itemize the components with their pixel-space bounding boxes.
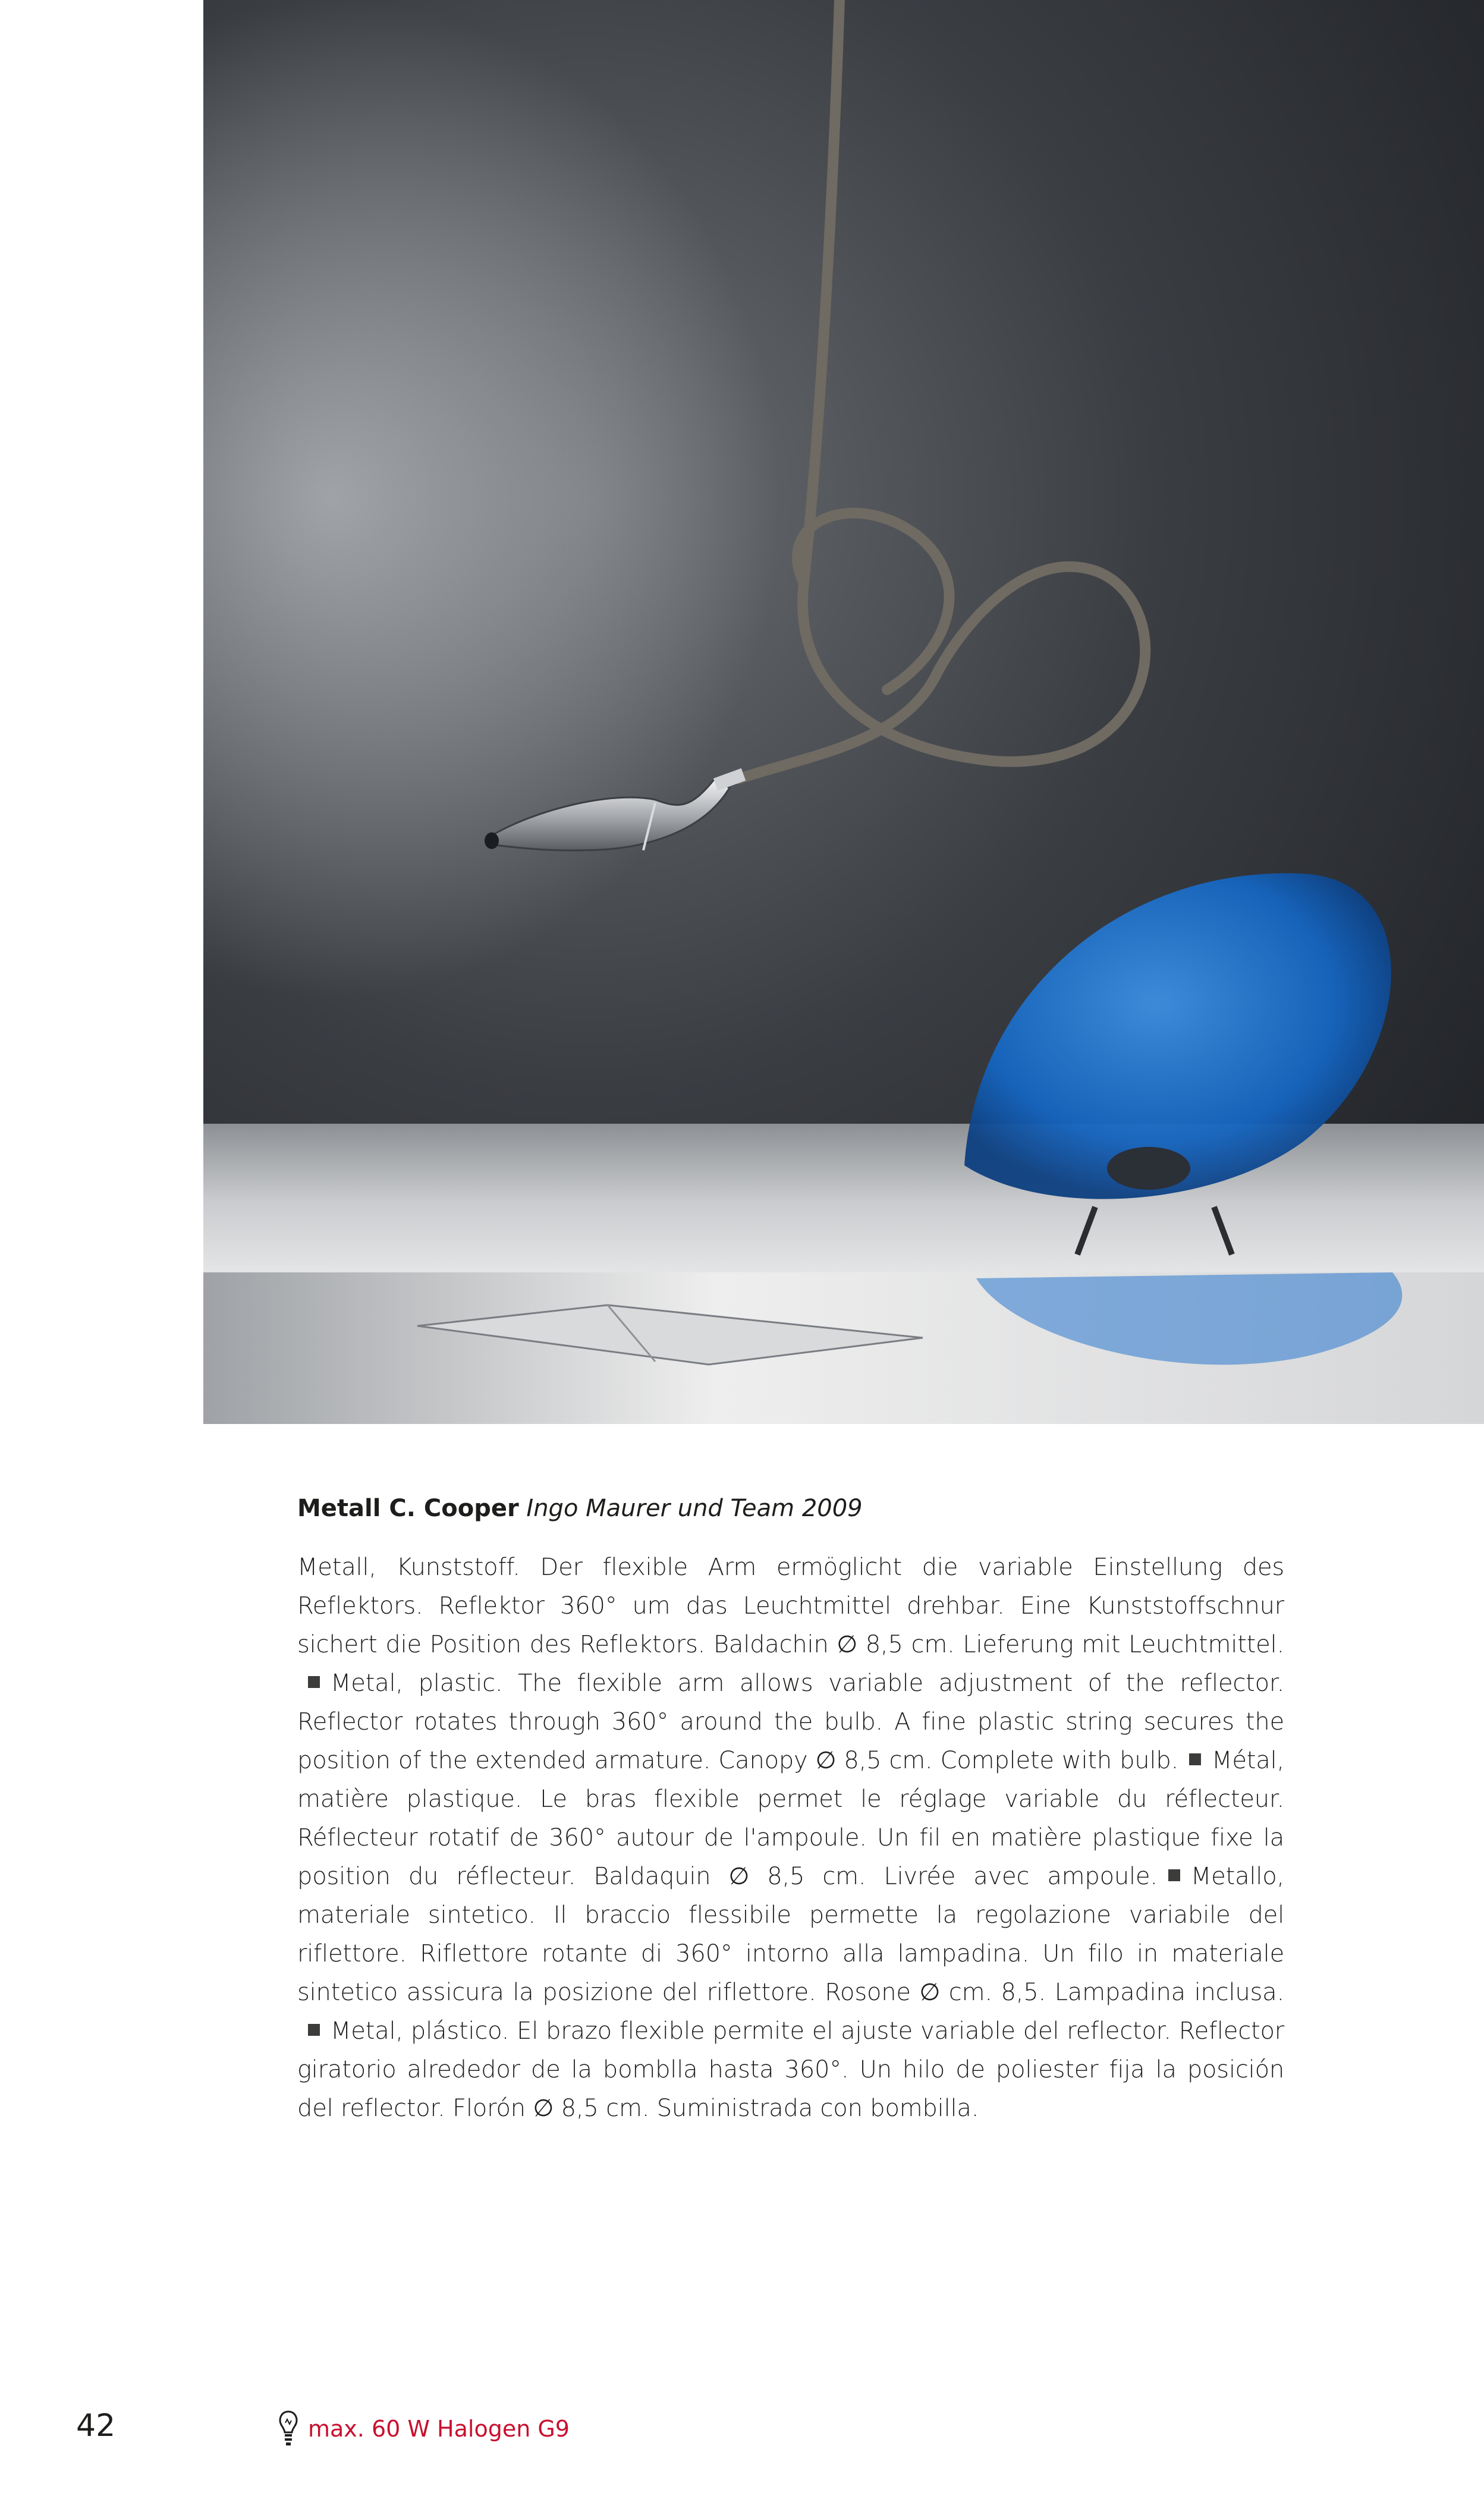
bulb-spec <box>278 2408 570 2450</box>
lamp-scene-illustration <box>203 0 1484 1424</box>
description-spanish: Metal, plástico. El brazo flexible permite el ajuste variable del reflector. Reflector giratorio alrededor de la bomblla hasta 360°. Un hilo de poliester fija la posición del reflector. Florón ∅ 8,5 cm. Suministrada con bombilla. <box>297 2017 1284 2122</box>
page-number: 42 <box>76 2408 116 2444</box>
product-title <box>297 1492 1284 1524</box>
square-separator-icon <box>1189 1753 1201 1765</box>
description-english: Metal, plastic. The flexible arm allows variable adjustment of the reflector. Reflector rotates through 360° around the bulb. A fine plastic string secures the position of the extended armature. Canopy ∅ 8,5 cm. Complete with bulb. <box>297 1670 1284 1774</box>
product-caption <box>297 1492 1284 2128</box>
product-description <box>297 1548 1284 2128</box>
description-german: Metall, Kunststoff. Der flexible Arm ermöglicht die variable Einstellung des Reflektors. Reflektor 360° um das Leuchtmittel drehbar. Eine Kunststoffschnur sichert die Position des Reflektors. Baldachin ∅ 8,5 cm. Lieferung mit Leuchtmittel. <box>297 1554 1284 1658</box>
product-model-name: Metall C. Cooper <box>297 1495 519 1522</box>
square-separator-icon <box>1168 1869 1180 1881</box>
square-separator-icon <box>308 1676 320 1688</box>
description-french: Métal, matière plastique. Le bras flexible permet le réglage variable du réflecteur. Réflecteur rotatif de 360° autour de l'ampoule. Un fil en matière plastique fixe la position du réflecteur. Baldaquin ∅ 8,5 cm. Livrée avec ampoule. <box>297 1747 1284 1890</box>
square-separator-icon <box>308 2024 320 2036</box>
light-bulb-icon <box>278 2410 298 2448</box>
product-photo <box>203 0 1484 1424</box>
description-italian: Metallo, materiale sintetico. Il braccio flessibile permette la regolazione variabile del riflettore. Riflettore rotante di 360° intorno alla lampadina. Un filo in materiale sintetico assicura la posizione del riflettore. Rosone ∅ cm. 8,5. Lampadina inclusa. <box>297 1863 1284 2006</box>
bulb-spec-text: max. 60 W Halogen G9 <box>308 2416 570 2442</box>
product-designer: Ingo Maurer und Team 2009 <box>526 1495 863 1522</box>
